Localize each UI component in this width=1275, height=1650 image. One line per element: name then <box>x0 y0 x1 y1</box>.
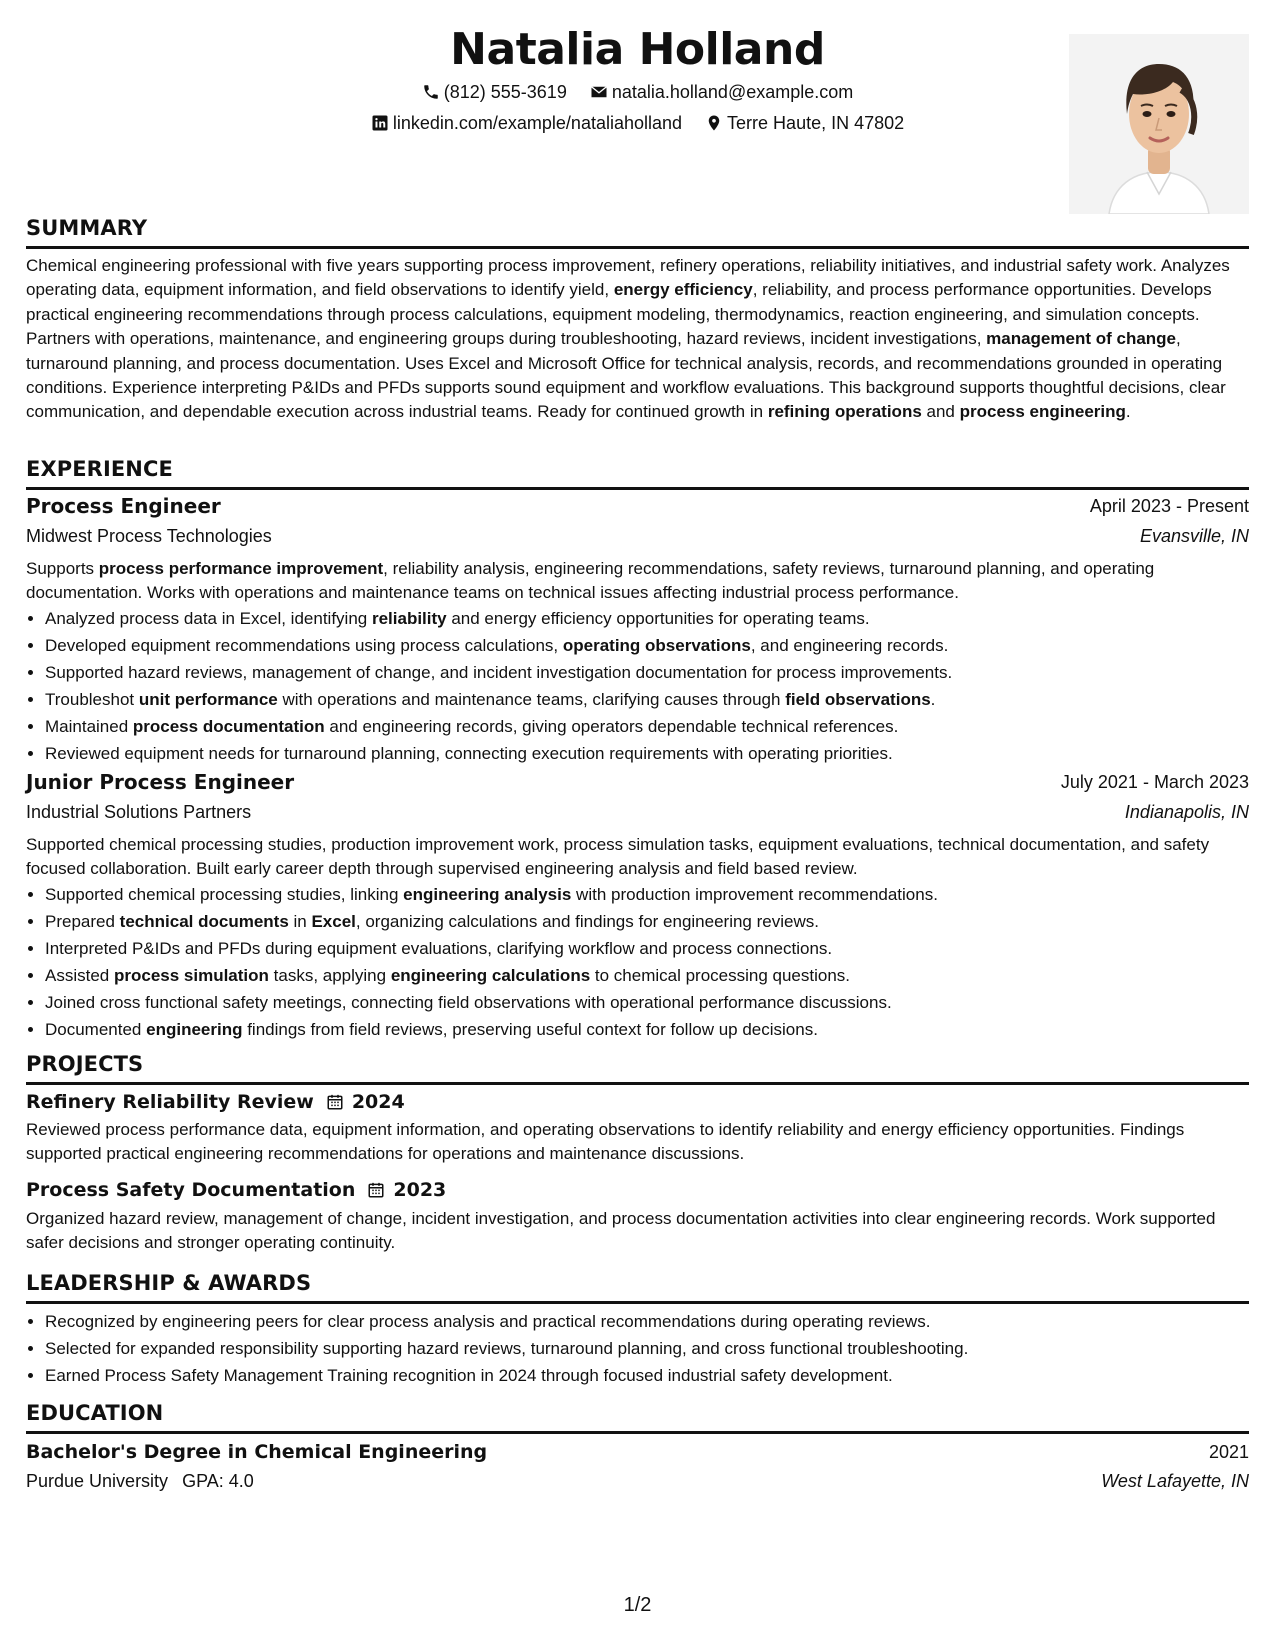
emphasized-keyword: engineering <box>146 1020 243 1039</box>
job-bullets <box>26 605 1268 767</box>
home-location: Terre Haute, IN 47802 <box>727 113 905 133</box>
job-company: Industrial Solutions Partners <box>26 802 252 822</box>
resume-header <box>26 22 1249 222</box>
emphasized-keyword: process simulation <box>113 966 269 985</box>
emphasized-keyword: energy efficiency <box>613 280 753 300</box>
project-year-text: 2023 <box>393 1179 447 1201</box>
project-title <box>26 1088 405 1116</box>
bullet-item: • Interpreted P&IDs and PFDs during equipment evaluations, clarifying workflow and process connections. <box>45 935 1268 962</box>
project-year <box>326 1088 405 1116</box>
emphasized-keyword: operating observations <box>562 636 751 655</box>
bullet-item: • Earned Process Safety Management Training recognition in 2024 through focused industrial safety development. <box>45 1362 1268 1389</box>
school-name: Purdue University <box>26 1471 169 1491</box>
resume-page <box>26 0 1249 1650</box>
project-description: Organized hazard review, management of change, incident investigation, and process documentation activities into clear engineering records. Work supported safer decisions and stronger operating continuity. <box>26 1209 1216 1253</box>
candidate-name: Natalia Holland <box>450 24 825 75</box>
phone-number: (812) 555-3619 <box>443 82 567 102</box>
project-title <box>26 1176 446 1204</box>
emphasized-keyword: process engineering <box>959 402 1126 422</box>
project-year-text: 2024 <box>351 1091 405 1113</box>
bullet-item: • Selected for expanded responsibility supporting hazard reviews, turnaround planning, and cross functional troubleshooting. <box>45 1335 1268 1362</box>
bullet-item: • Troubleshot unit performance with operations and maintenance teams, clarifying causes through field observations. <box>45 686 1268 713</box>
graduation-year: 2021 <box>1208 1442 1249 1462</box>
gpa: GPA: 4.0 <box>182 1471 254 1491</box>
job-company: Midwest Process Technologies <box>26 526 272 546</box>
degree-name: Bachelor's Degree in Chemical Engineering <box>26 1441 488 1463</box>
job-title: Process Engineer <box>26 494 221 518</box>
summary-text: Chemical engineering professional with five years supporting process improvement, refinery operations, reliability initiatives, and industrial safety work. Analyzes operating data, equipment information, and field observations to identify yield, energy efficiency, reliability, and process performance opportunities. Develops practical engineering recommendations through process calculations, equipment modeling, thermodynamics, reaction engineering, and simulation concepts. Partners with operations, maintenance, and engineering groups during troubleshooting, hazard reviews, incident investigations, management of change, turnaround planning, and process documentation. Uses Excel and Microsoft Office for technical analysis, records, and recommendations grounded in operating conditions. Experience interpreting P&IDs and PFDs supports sound equipment and workflow evaluations. This background supports thoughtful decisions, clear communication, and dependable execution across industrial teams. Ready for continued growth in refining operations and process engineering. <box>26 256 1230 422</box>
linkedin-url[interactable]: linkedin.com/example/nataliaholland <box>392 113 683 133</box>
bullet-item: • Supported hazard reviews, management of change, and incident investigation documentation for process improvements. <box>45 659 1268 686</box>
emphasized-keyword: unit performance <box>138 690 278 709</box>
job-dates: July 2021 - March 2023 <box>1060 772 1249 792</box>
project-year <box>367 1176 446 1204</box>
job-location: Evansville, IN <box>1139 526 1249 546</box>
job-bullets <box>26 881 1268 1043</box>
education-heading: EDUCATION <box>26 1399 1249 1434</box>
calendar-icon <box>326 1093 344 1111</box>
school-info <box>26 1467 254 1495</box>
summary-heading: SUMMARY <box>26 214 1249 249</box>
bullet-item: • Joined cross functional safety meetings, connecting field observations with operational performance discussions. <box>45 989 1268 1016</box>
bullet-item: • Prepared technical documents in Excel, organizing calculations and findings for engineering reviews. <box>45 908 1268 935</box>
contact-row-secondary <box>26 111 1249 138</box>
location-contact <box>705 111 904 135</box>
emphasized-keyword: process performance improvement <box>98 559 384 578</box>
job-summary: Supported chemical processing studies, production improvement work, process simulation tasks, equipment evaluations, technical documentation, and safety focused collaboration. Built early career depth through supervised engineering analysis and field based review. <box>26 835 1210 879</box>
bullet-item: • Supported chemical processing studies, linking engineering analysis with production improvement recommendations. <box>45 881 1268 908</box>
project-description: Reviewed process performance data, equipment information, and operating observations to identify reliability and energy efficiency opportunities. Findings supported practical engineering recommendations for operations and maintenance discussions. <box>26 1120 1185 1164</box>
job-summary: Supports process performance improvement, reliability analysis, engineering recommendations, safety reviews, turnaround planning, and operating documentation. Works with operations and maintenance teams on technical issues affecting industrial process performance. <box>26 559 1155 603</box>
bullet-item: • Documented engineering findings from field reviews, preserving useful context for follow up decisions. <box>45 1016 1268 1043</box>
emphasized-keyword: process documentation <box>132 717 325 736</box>
linkedin-icon <box>371 114 389 132</box>
email-contact[interactable] <box>590 80 853 104</box>
emphasized-keyword: reliability <box>371 609 447 628</box>
bullet-item: • Recognized by engineering peers for clear process analysis and practical recommendations during operating reviews. <box>45 1308 1268 1335</box>
contact-row-primary <box>26 80 1249 107</box>
job-dates: April 2023 - Present <box>1089 496 1249 516</box>
leadership-bullets <box>26 1308 1268 1389</box>
profile-photo <box>1069 34 1249 214</box>
experience-heading: EXPERIENCE <box>26 455 1249 490</box>
emphasized-keyword: technical documents <box>119 912 289 931</box>
emphasized-keyword: Excel <box>311 912 356 931</box>
project-name: Refinery Reliability Review <box>26 1091 314 1113</box>
phone-icon <box>422 83 440 101</box>
map-pin-icon <box>705 114 723 132</box>
bullet-item: • Developed equipment recommendations using process calculations, operating observations, and engineering records. <box>45 632 1268 659</box>
job-location: Indianapolis, IN <box>1124 802 1249 822</box>
leadership-heading: LEADERSHIP & AWARDS <box>26 1269 1249 1304</box>
emphasized-keyword: refining operations <box>767 402 922 422</box>
emphasized-keyword: engineering analysis <box>403 885 572 904</box>
phone-contact <box>422 80 567 104</box>
calendar-icon <box>367 1181 385 1199</box>
emphasized-keyword: engineering calculations <box>390 966 591 985</box>
school-location: West Lafayette, IN <box>1101 1471 1249 1491</box>
projects-heading: PROJECTS <box>26 1050 1249 1085</box>
bullet-item: • Reviewed equipment needs for turnaround planning, connecting execution requirements with operating priorities. <box>45 740 1268 767</box>
bullet-item: • Analyzed process data in Excel, identifying reliability and energy efficiency opportunities for operating teams. <box>45 605 1268 632</box>
bullet-item: • Maintained process documentation and engineering records, giving operators dependable technical references. <box>45 713 1268 740</box>
project-name: Process Safety Documentation <box>26 1179 356 1201</box>
emphasized-keyword: management of change <box>986 329 1177 349</box>
emphasized-keyword: field observations <box>785 690 931 709</box>
linkedin-contact[interactable] <box>371 111 682 135</box>
page-number: 1/2 <box>623 1594 652 1616</box>
job-title: Junior Process Engineer <box>26 770 295 794</box>
envelope-icon <box>590 83 608 101</box>
bullet-item: • Assisted process simulation tasks, applying engineering calculations to chemical processing questions. <box>45 962 1268 989</box>
email-address[interactable]: natalia.holland@example.com <box>611 82 854 102</box>
